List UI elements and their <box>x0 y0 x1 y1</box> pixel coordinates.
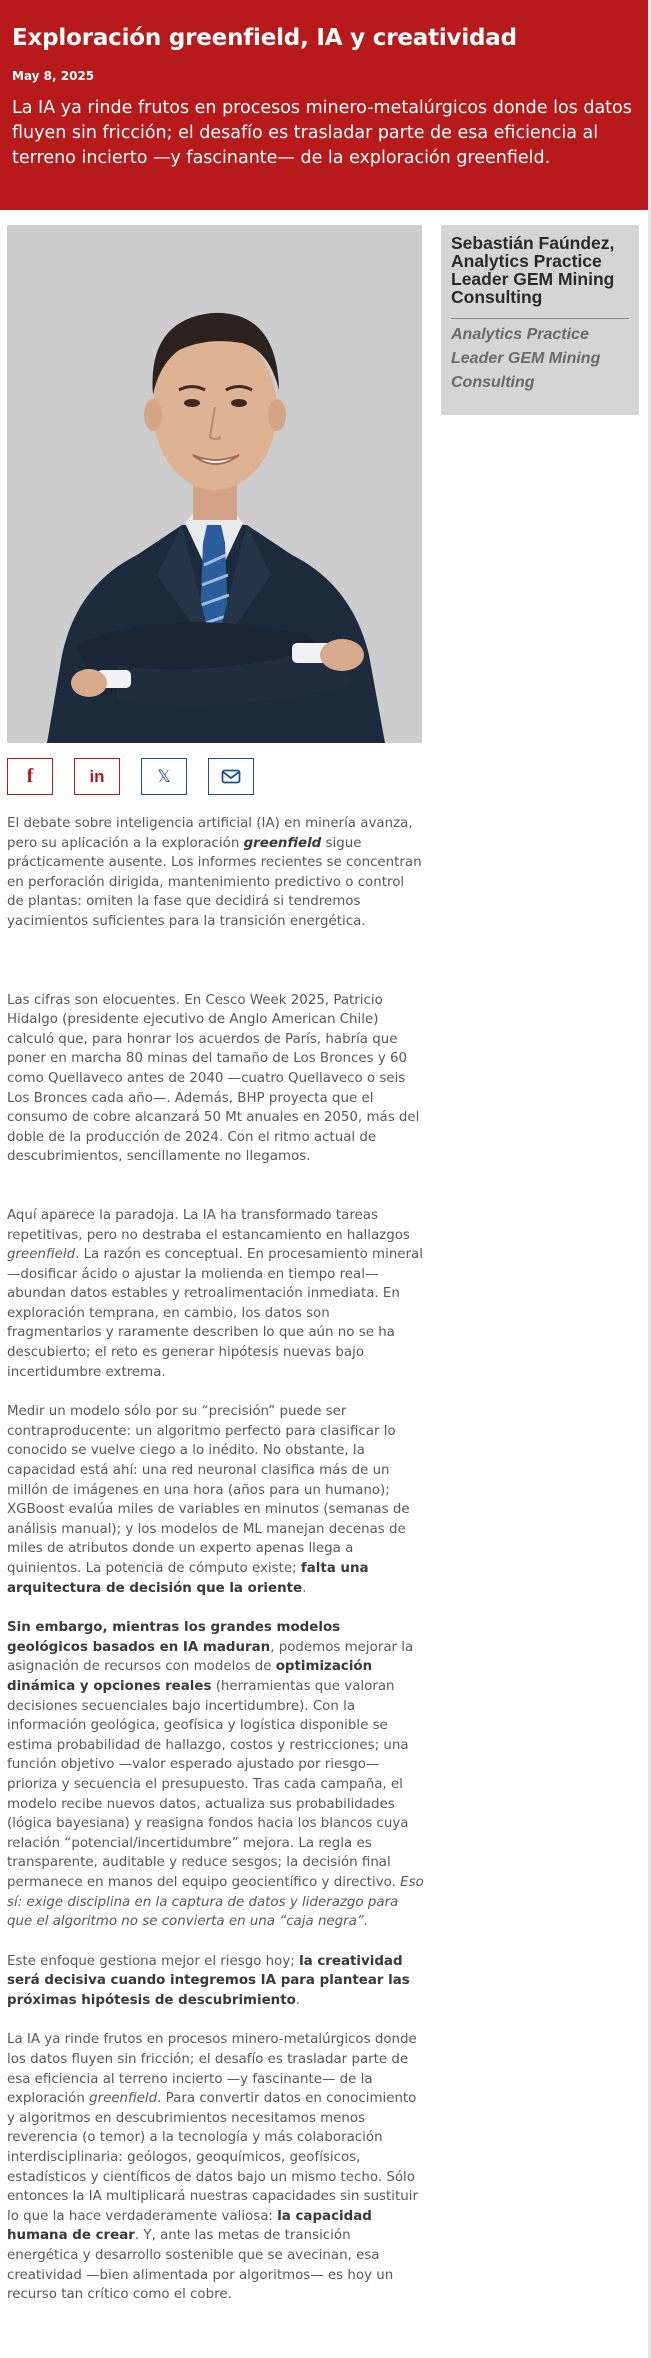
text: sigue prácticamente ausente. Los informes recientes se concentran en perforación dirigida, mantenimiento predictivo o control de plantas: omiten la fase que decidirá si tendremos yacimientos suficientes para la transición energética. <box>7 835 422 929</box>
share-x-button[interactable] <box>141 758 187 795</box>
text: . <box>302 1580 307 1596</box>
paragraph-1 <box>7 814 425 932</box>
text: Aquí aparece la paradoja. La IA ha transformado tareas repetitivas, pero no destraba el estancamiento en hallazgos <box>7 1207 410 1243</box>
author-card <box>441 225 639 415</box>
x-icon: 𝕏 <box>157 766 171 787</box>
text: . Para convertir datos en conocimiento y algoritmos en descubrimientos necesitamos menos reverencia (o temor) a la tecnología y más colaboración interdisciplinaria: geólogos, geoquímicos, geofísicos, estadísticos y científicos de datos bajo un mismo techo. Sólo entonces la IA multiplicará nuestras capacidades sin sustituir lo que la hace verdaderamente valiosa: <box>7 2091 418 2224</box>
share-facebook-button[interactable] <box>7 758 53 795</box>
emphasis: greenfield <box>7 1247 76 1263</box>
article-header <box>0 0 648 210</box>
emphasis: greenfield <box>243 835 322 851</box>
article-lede: La IA ya rinde frutos en procesos minero-metalúrgicos donde los datos fluyen sin fricción; el desafío es trasladar parte de esa eficiencia al terreno incierto —y fascinante— de la exploración greenfield. <box>12 98 632 168</box>
emphasis: Eso sí: exige disciplina en la captura de datos y liderazgo para que el algoritmo no se convierta en una “caja negra”. <box>7 1874 424 1930</box>
text: , podemos mejorar la asignación de recursos con modelos de <box>7 1639 414 1675</box>
article-body <box>7 814 425 2305</box>
bold-text: la creatividad será decisiva cuando integremos IA para plantear las próximas hipótesis de descubrimiento <box>7 1953 410 2008</box>
paragraph-6 <box>7 1952 425 2011</box>
paragraph-7 <box>7 2030 425 2304</box>
paragraph-2 <box>7 991 425 1167</box>
text: Medir un modelo sólo por su “precisión” puede ser contraproducente: un algoritmo perfecto para clasificar lo conocido se vuelve ciego a lo inédito. No obstante, la capacidad está ahí: una red neuronal clasifica más de un millón de imágenes en una hora (años para un humano); XGBoost evalúa miles de variables en minutos (semanas de análisis manual); y los modelos de ML manejan decenas de miles de atributos donde un experto apenas llega a quinientos. La potencia de cómputo existe; <box>7 1404 410 1576</box>
author-role: Analytics Practice Leader GEM Mining Consulting <box>451 326 601 391</box>
share-linkedin-button[interactable] <box>74 758 120 795</box>
text: Este enfoque gestiona mejor el riesgo hoy; <box>7 1953 300 1969</box>
text: El debate sobre inteligencia artificial (IA) en minería avanza, pero su aplicación a la exploración <box>7 816 413 851</box>
text: . Y, ante las metas de transición energética y desarrollo sostenible que se avecinan, esa creatividad —bien alimentada por algoritmos— es hoy un recurso tan crítico como el cobre. <box>7 2228 394 2303</box>
paragraph-4 <box>7 1402 425 1598</box>
emphasis: greenfield <box>89 2091 158 2107</box>
author-name: Sebastián Faúndez, Analytics Practice Leader GEM Mining Consulting <box>451 233 615 307</box>
linkedin-icon: in <box>89 766 105 786</box>
text: La IA ya rinde frutos en procesos minero-metalúrgicos donde los datos fluyen sin fricción; el desafío es trasladar parte de esa eficiencia al terreno incierto —y fascinante— de la exploración <box>7 2032 417 2107</box>
envelope-icon <box>221 769 241 784</box>
bold-text: falta una arquitectura de decisión que la oriente <box>7 1561 369 1596</box>
paragraph-3 <box>7 1206 425 1382</box>
author-divider <box>451 318 629 319</box>
facebook-icon: f <box>26 765 34 787</box>
text: (herramientas que valoran decisiones secuenciales bajo incertidumbre). Con la información geológica, geofísica y logística disponible se estima probabilidad de hallazgo, costos y restricciones; una función objetivo —valor esperado ajustado por riesgo— prioriza y secuencia el presupuesto. Tras cada campaña, el modelo recibe nuevos datos, actualiza sus probabilidades (lógica bayesiana) y reasigna fondos hacia los blancos cuya relación “potencial/incertidumbre” mejora. La regla es transparente, auditable y reduce sesgos; la decisión final permanece en manos del equipo geocientífico y directivo. <box>7 1678 409 1890</box>
text: . <box>295 1992 301 2008</box>
text: . La razón es conceptual. En procesamiento mineral —dosificar ácido o ajustar la molienda en tiempo real— abundan datos estables y retroalimentación inmediata. En exploración temprana, en cambio, los datos son fragmentarios y raramente describen lo que aún no se ha descubierto; el reto es generar hipótesis nuevas bajo incertidumbre extrema. <box>7 1247 423 1380</box>
paragraph-5 <box>7 1618 425 1932</box>
share-bar <box>7 758 254 795</box>
bold-text: optimización dinámica y opciones reales <box>7 1659 373 1694</box>
text: Las cifras son elocuentes. En Cesco Week 2025, Patricio Hidalgo (presidente ejecutivo de Anglo American Chile) calculó que, para honrar los acuerdos de París, habría que poner en marcha 80 minas del tamaño de Los Bronces y 60 como Quellaveco antes de 2040 —cuatro Quellaveco o seis Los Bronces cada año—. Además, BHP proyecta que el consumo de cobre alcanzará 50 Mt anuales en 2050, más del doble de la producción de 2024. Con el ritmo actual de descubrimientos, sencillamente no llegamos. <box>7 992 420 1165</box>
author-photo <box>7 225 422 743</box>
bold-text: Sin embargo, mientras los grandes modelos geológicos basados en IA maduran <box>7 1620 341 1655</box>
article-title: Exploración greenfield, IA y creatividad <box>12 25 517 51</box>
publish-date: May 8, 2025 <box>12 69 95 83</box>
share-email-button[interactable] <box>208 758 254 795</box>
bold-text: la capacidad humana de crear <box>7 2208 372 2244</box>
